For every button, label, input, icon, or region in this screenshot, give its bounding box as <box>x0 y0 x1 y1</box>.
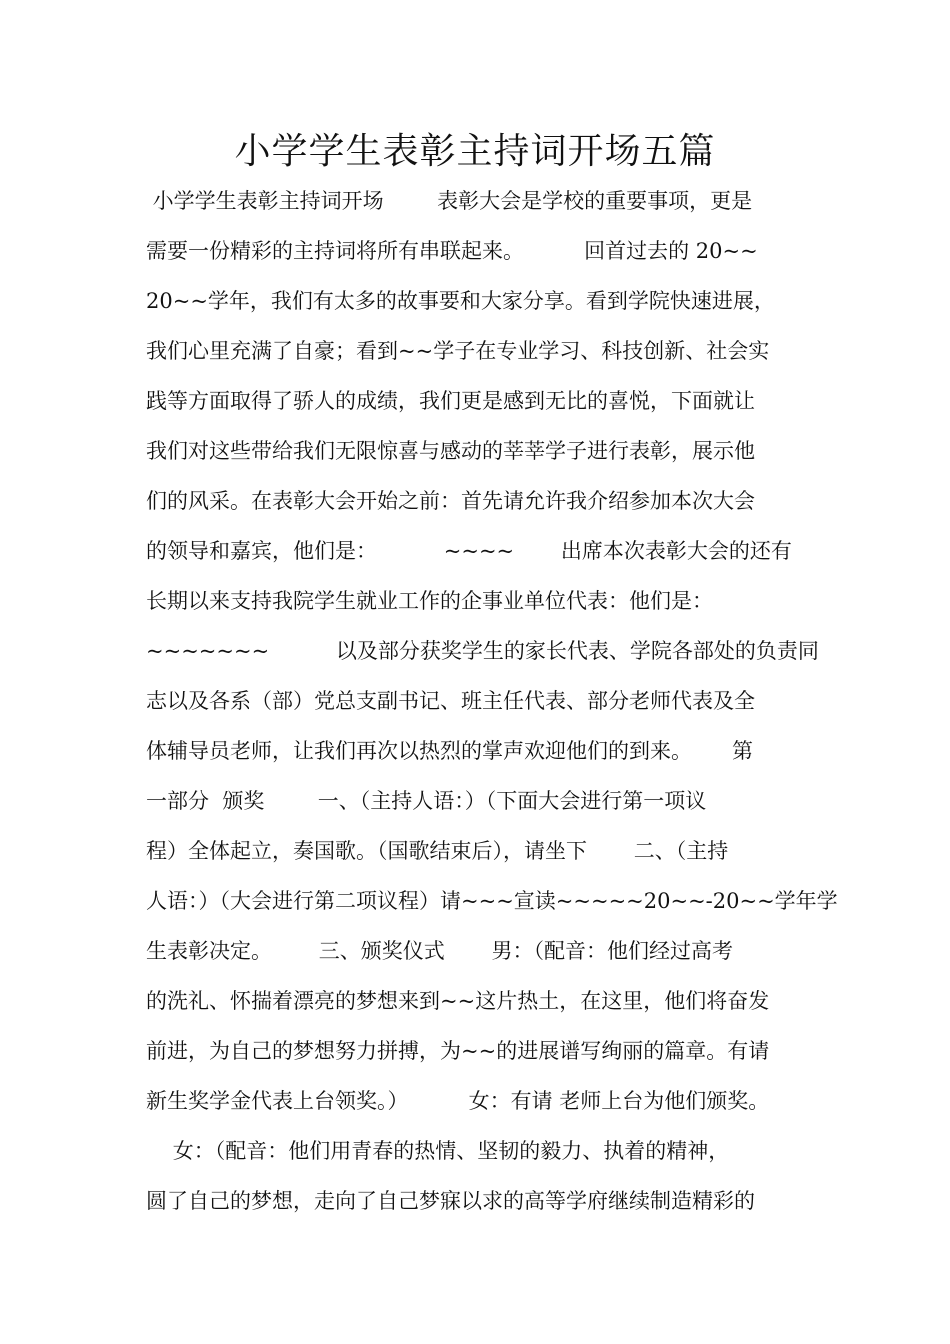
body-line: ~~~~~~~ 以及部分获奖学生的家长代表、学院各部处的负责同 <box>146 639 819 663</box>
body-line: 圆了自己的梦想，走向了自己梦寐以求的高等学府继续制造精彩的 <box>146 1189 755 1213</box>
body-line: 我们对这些带给我们无限惊喜与感动的莘莘学子进行表彰，展示他 <box>146 439 755 463</box>
body-line: 我们心里充满了自豪；看到~~学子在专业学习、科技创新、社会实 <box>146 339 770 363</box>
body-line: 生表彰决定。 三、颁奖仪式 男：（配音：他们经过高考 <box>146 939 733 963</box>
body-line: 20~~学年，我们有太多的故事要和大家分享。看到学院快速进展， <box>146 289 775 313</box>
body-line: 们的风采。在表彰大会开始之前：首先请允许我介绍参加本次大会 <box>146 489 755 513</box>
body-line: 小学学生表彰主持词开场 表彰大会是学校的重要事项，更是 <box>146 189 753 213</box>
body-line: 志以及各系（部）党总支副书记、班主任代表、部分老师代表及全 <box>146 689 755 713</box>
body-line: 前进，为自己的梦想努力拼搏，为~~的进展谱写绚丽的篇章。有请 <box>146 1039 770 1063</box>
body-line: 女：（配音：他们用青春的热情、坚韧的毅力、执着的精神， <box>146 1139 730 1163</box>
body-line: 长期以来支持我院学生就业工作的企事业单位代表：他们是： <box>146 589 713 613</box>
document-title: 小学学生表彰主持词开场五篇 <box>234 131 716 172</box>
body-line: 的洗礼、怀揣着漂亮的梦想来到~~这片热土，在这里，他们将奋发 <box>146 989 770 1013</box>
body-line: 一部分 颁奖 一、（主持人语：）（下面大会进行第一项议 <box>146 789 707 813</box>
body-line: 体辅导员老师，让我们再次以热烈的掌声欢迎他们的到来。 第 <box>146 739 754 763</box>
body-line: 需要一份精彩的主持词将所有串联起来。 回首过去的 20~~ <box>146 239 758 263</box>
document-body <box>146 181 838 1231</box>
body-line: 的领导和嘉宾，他们是： ~~~~ 出席本次表彰大会的还有 <box>146 539 792 563</box>
body-line: 程）全体起立，奏国歌。（国歌结束后），请坐下 二、（主持 <box>146 839 729 863</box>
body-line: 人语：）（大会进行第二项议程）请~~~宣读~~~~~20~~-20~~学年学 <box>146 889 838 913</box>
body-line: 新生奖学金代表上台领奖。） 女：有请 老师上台为他们颁奖。 <box>146 1089 770 1113</box>
body-line: 践等方面取得了骄人的成绩，我们更是感到无比的喜悦，下面就让 <box>146 389 755 413</box>
